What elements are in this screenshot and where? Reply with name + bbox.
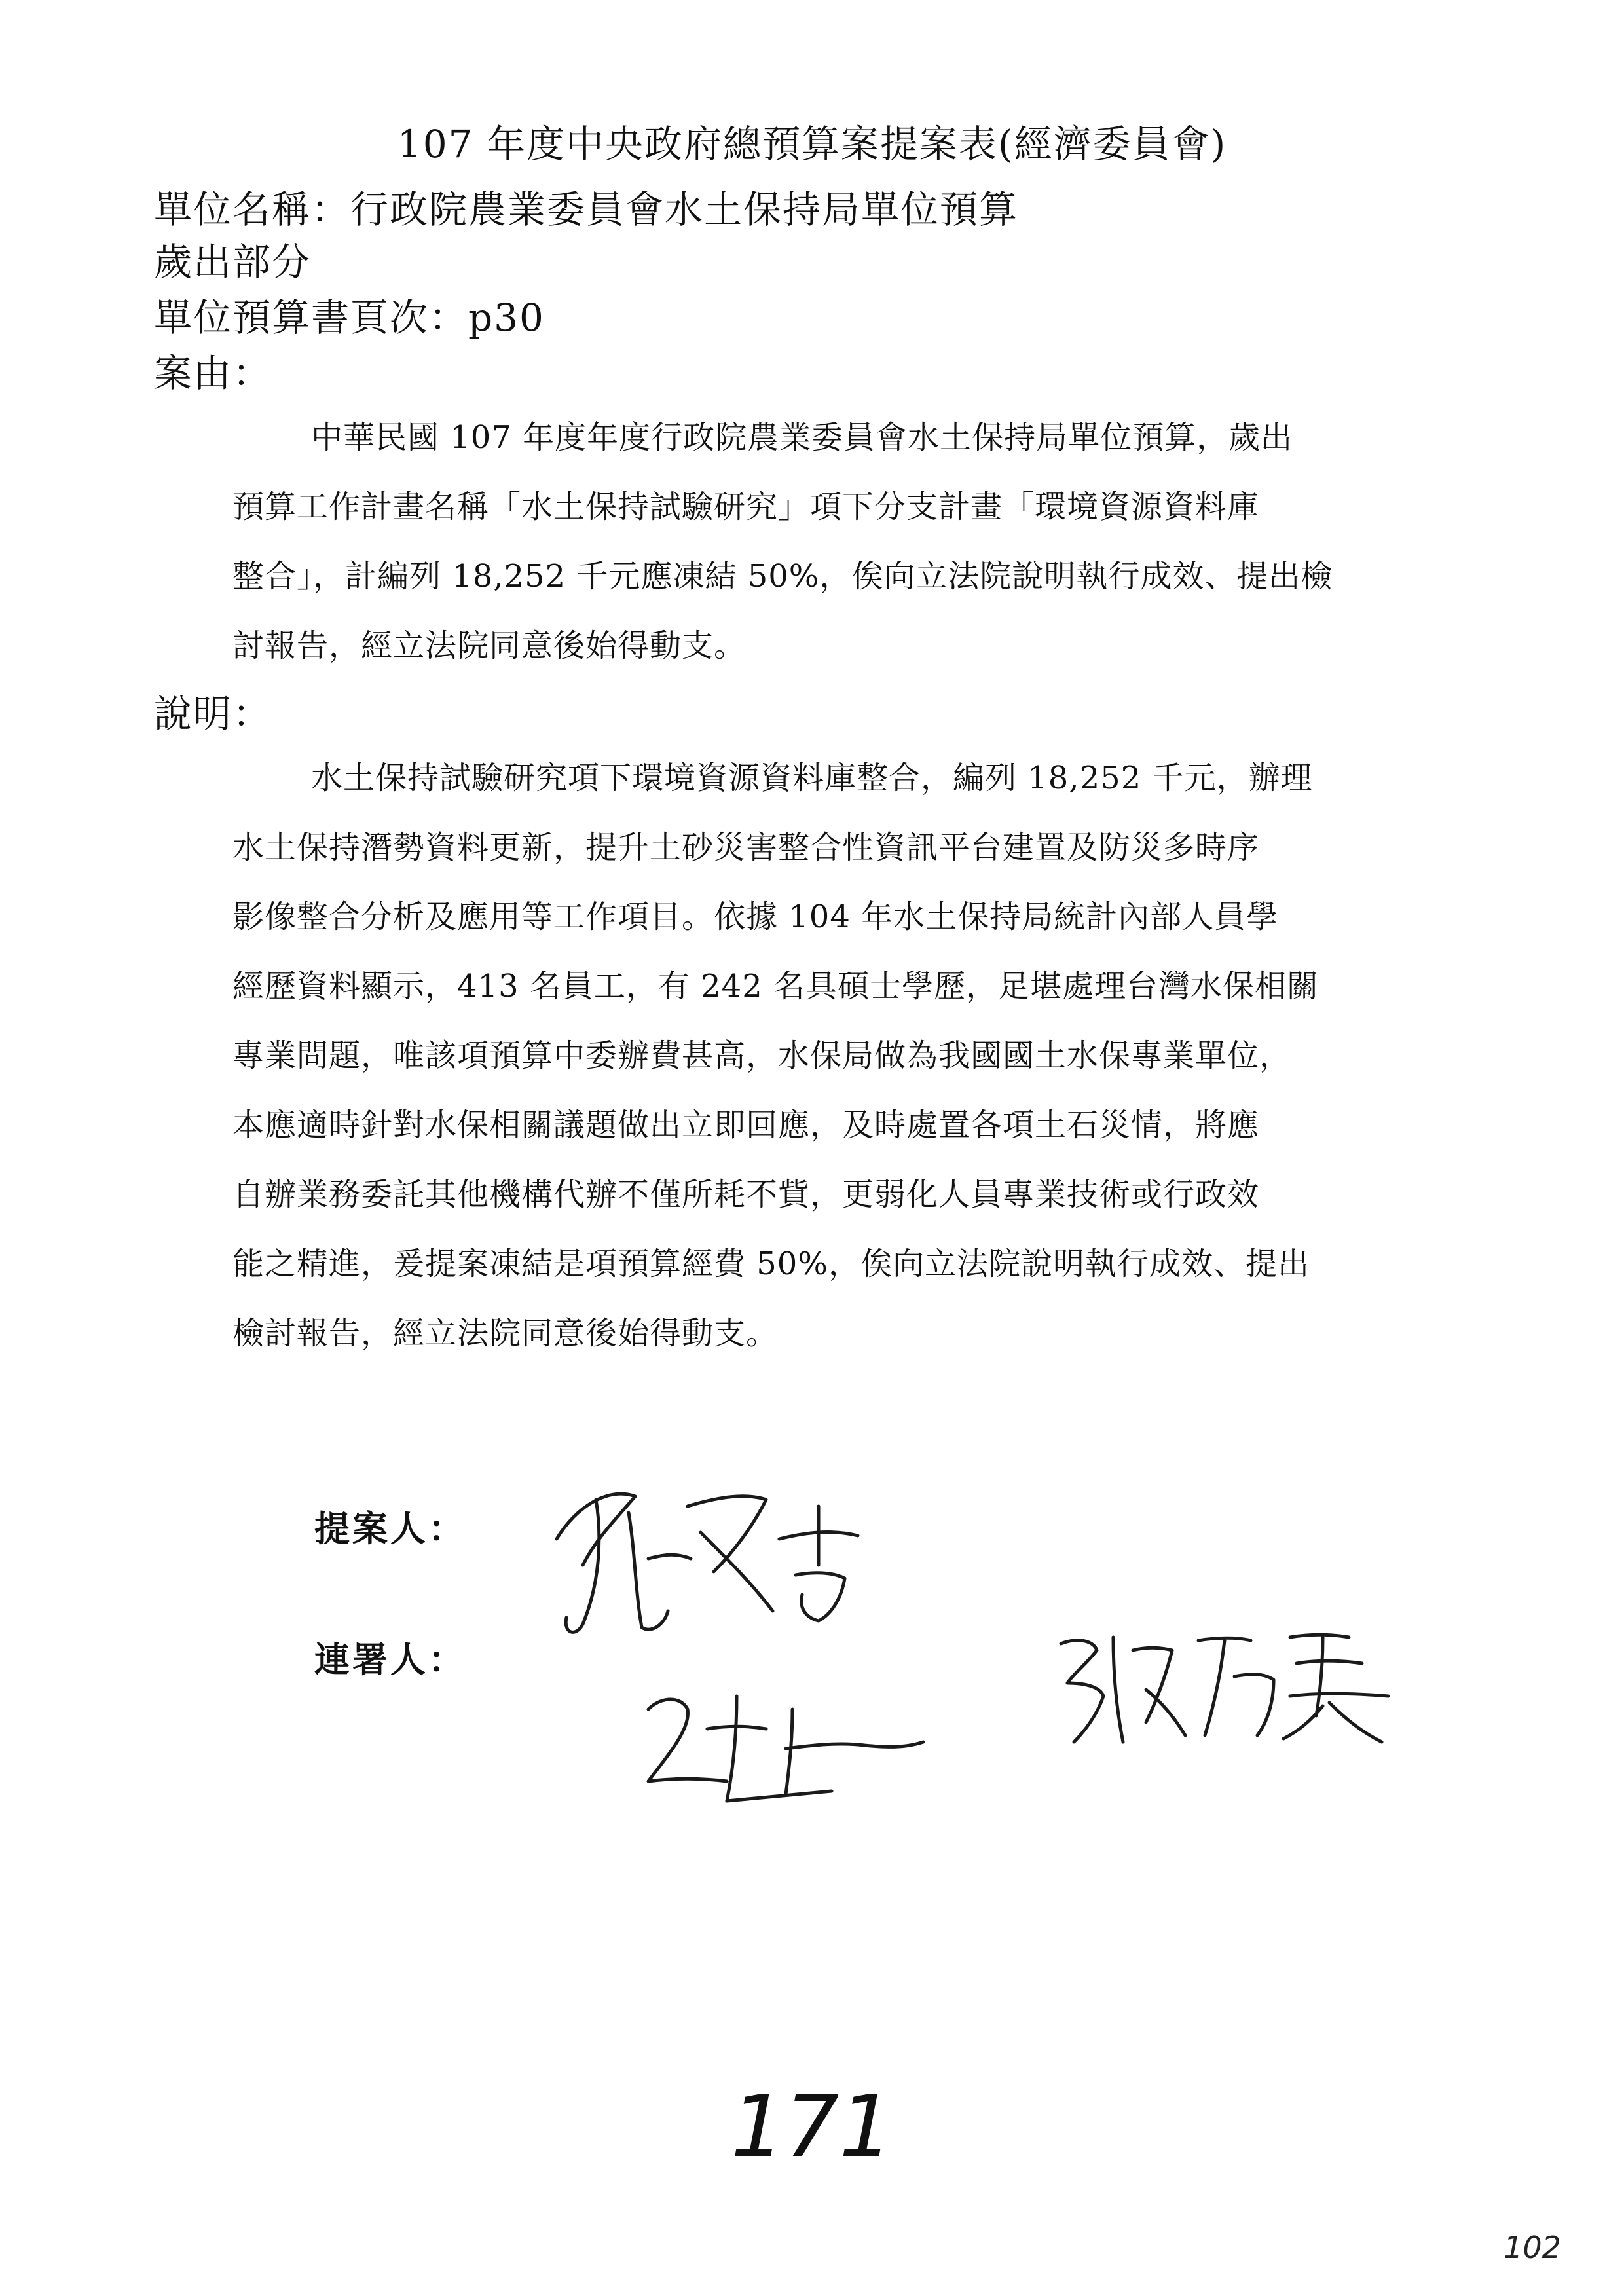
case-line: 預算工作計畫名稱「水土保持試驗研究」項下分支計畫「環境資源資料庫 [232, 489, 1260, 525]
handwritten-corner-number [1486, 2227, 1578, 2266]
proposer-label: 提案人： [314, 1508, 466, 1549]
cosigner-signature-2 [1048, 1611, 1414, 1755]
explanation-line: 影像整合分析及應用等工作項目。依據 104 年水土保持局統計內部人員學 [232, 898, 1279, 935]
explanation-line: 檢討報告，經立法院同意後始得動支。 [232, 1315, 779, 1352]
corner-number-text: 102 [1504, 2230, 1561, 2265]
unit-name: 單位名稱：行政院農業委員會水土保持局單位預算 [154, 187, 1019, 232]
case-paragraph [232, 403, 1470, 680]
explanation-line: 自辦業務委託其他機構代辦不僅所耗不貲，更弱化人員專業技術或行政效 [232, 1176, 1260, 1213]
case-label: 案由： [154, 351, 272, 396]
case-line: 討報告，經立法院同意後始得動支。 [232, 627, 747, 664]
handwritten-page-number [730, 2077, 894, 2176]
case-line: 整合」，計編列 18,252 千元應凍結 50%，俟向立法院說明執行成效、提出檢 [232, 558, 1333, 595]
explanation-paragraph [232, 743, 1470, 1368]
explanation-line: 本應適時針對水保相關議題做出立即回應，及時處置各項土石災情，將應 [232, 1107, 1260, 1143]
cosigner-label: 連署人： [314, 1639, 466, 1680]
page-number-text: 171 [730, 2077, 894, 2176]
explanation-line: 專業問題，唯該項預算中委辦費甚高，水保局做為我國國土水保專業單位， [232, 1037, 1292, 1074]
explanation-line: 經歷資料顯示，413 名員工，有 242 名具碩士學歷，足堪處理台灣水保相關 [232, 968, 1320, 1005]
explanation-line: 水土保持潛勢資料更新，提升土砂災害整合性資訊平台建置及防災多時序 [232, 829, 1260, 866]
cosigner-signature-1 [629, 1670, 943, 1821]
explanation-line: 能之精進，爰提案凍結是項預算經費 50%，俟向立法院說明執行成效、提出 [232, 1246, 1310, 1282]
budget-page: 單位預算書頁次：p30 [154, 295, 545, 340]
explanation-line: 水土保持試驗研究項下環境資源資料庫整合，編列 18,252 千元，辦理 [311, 760, 1313, 796]
document-title: 107 年度中央政府總預算案提案表(經濟委員會) [397, 122, 1227, 166]
explanation-label: 說明： [154, 692, 272, 736]
proposer-signature [537, 1460, 904, 1657]
case-line: 中華民國 107 年度年度行政院農業委員會水土保持局單位預算，歲出 [311, 419, 1293, 456]
section-label: 歲出部分 [154, 240, 312, 284]
